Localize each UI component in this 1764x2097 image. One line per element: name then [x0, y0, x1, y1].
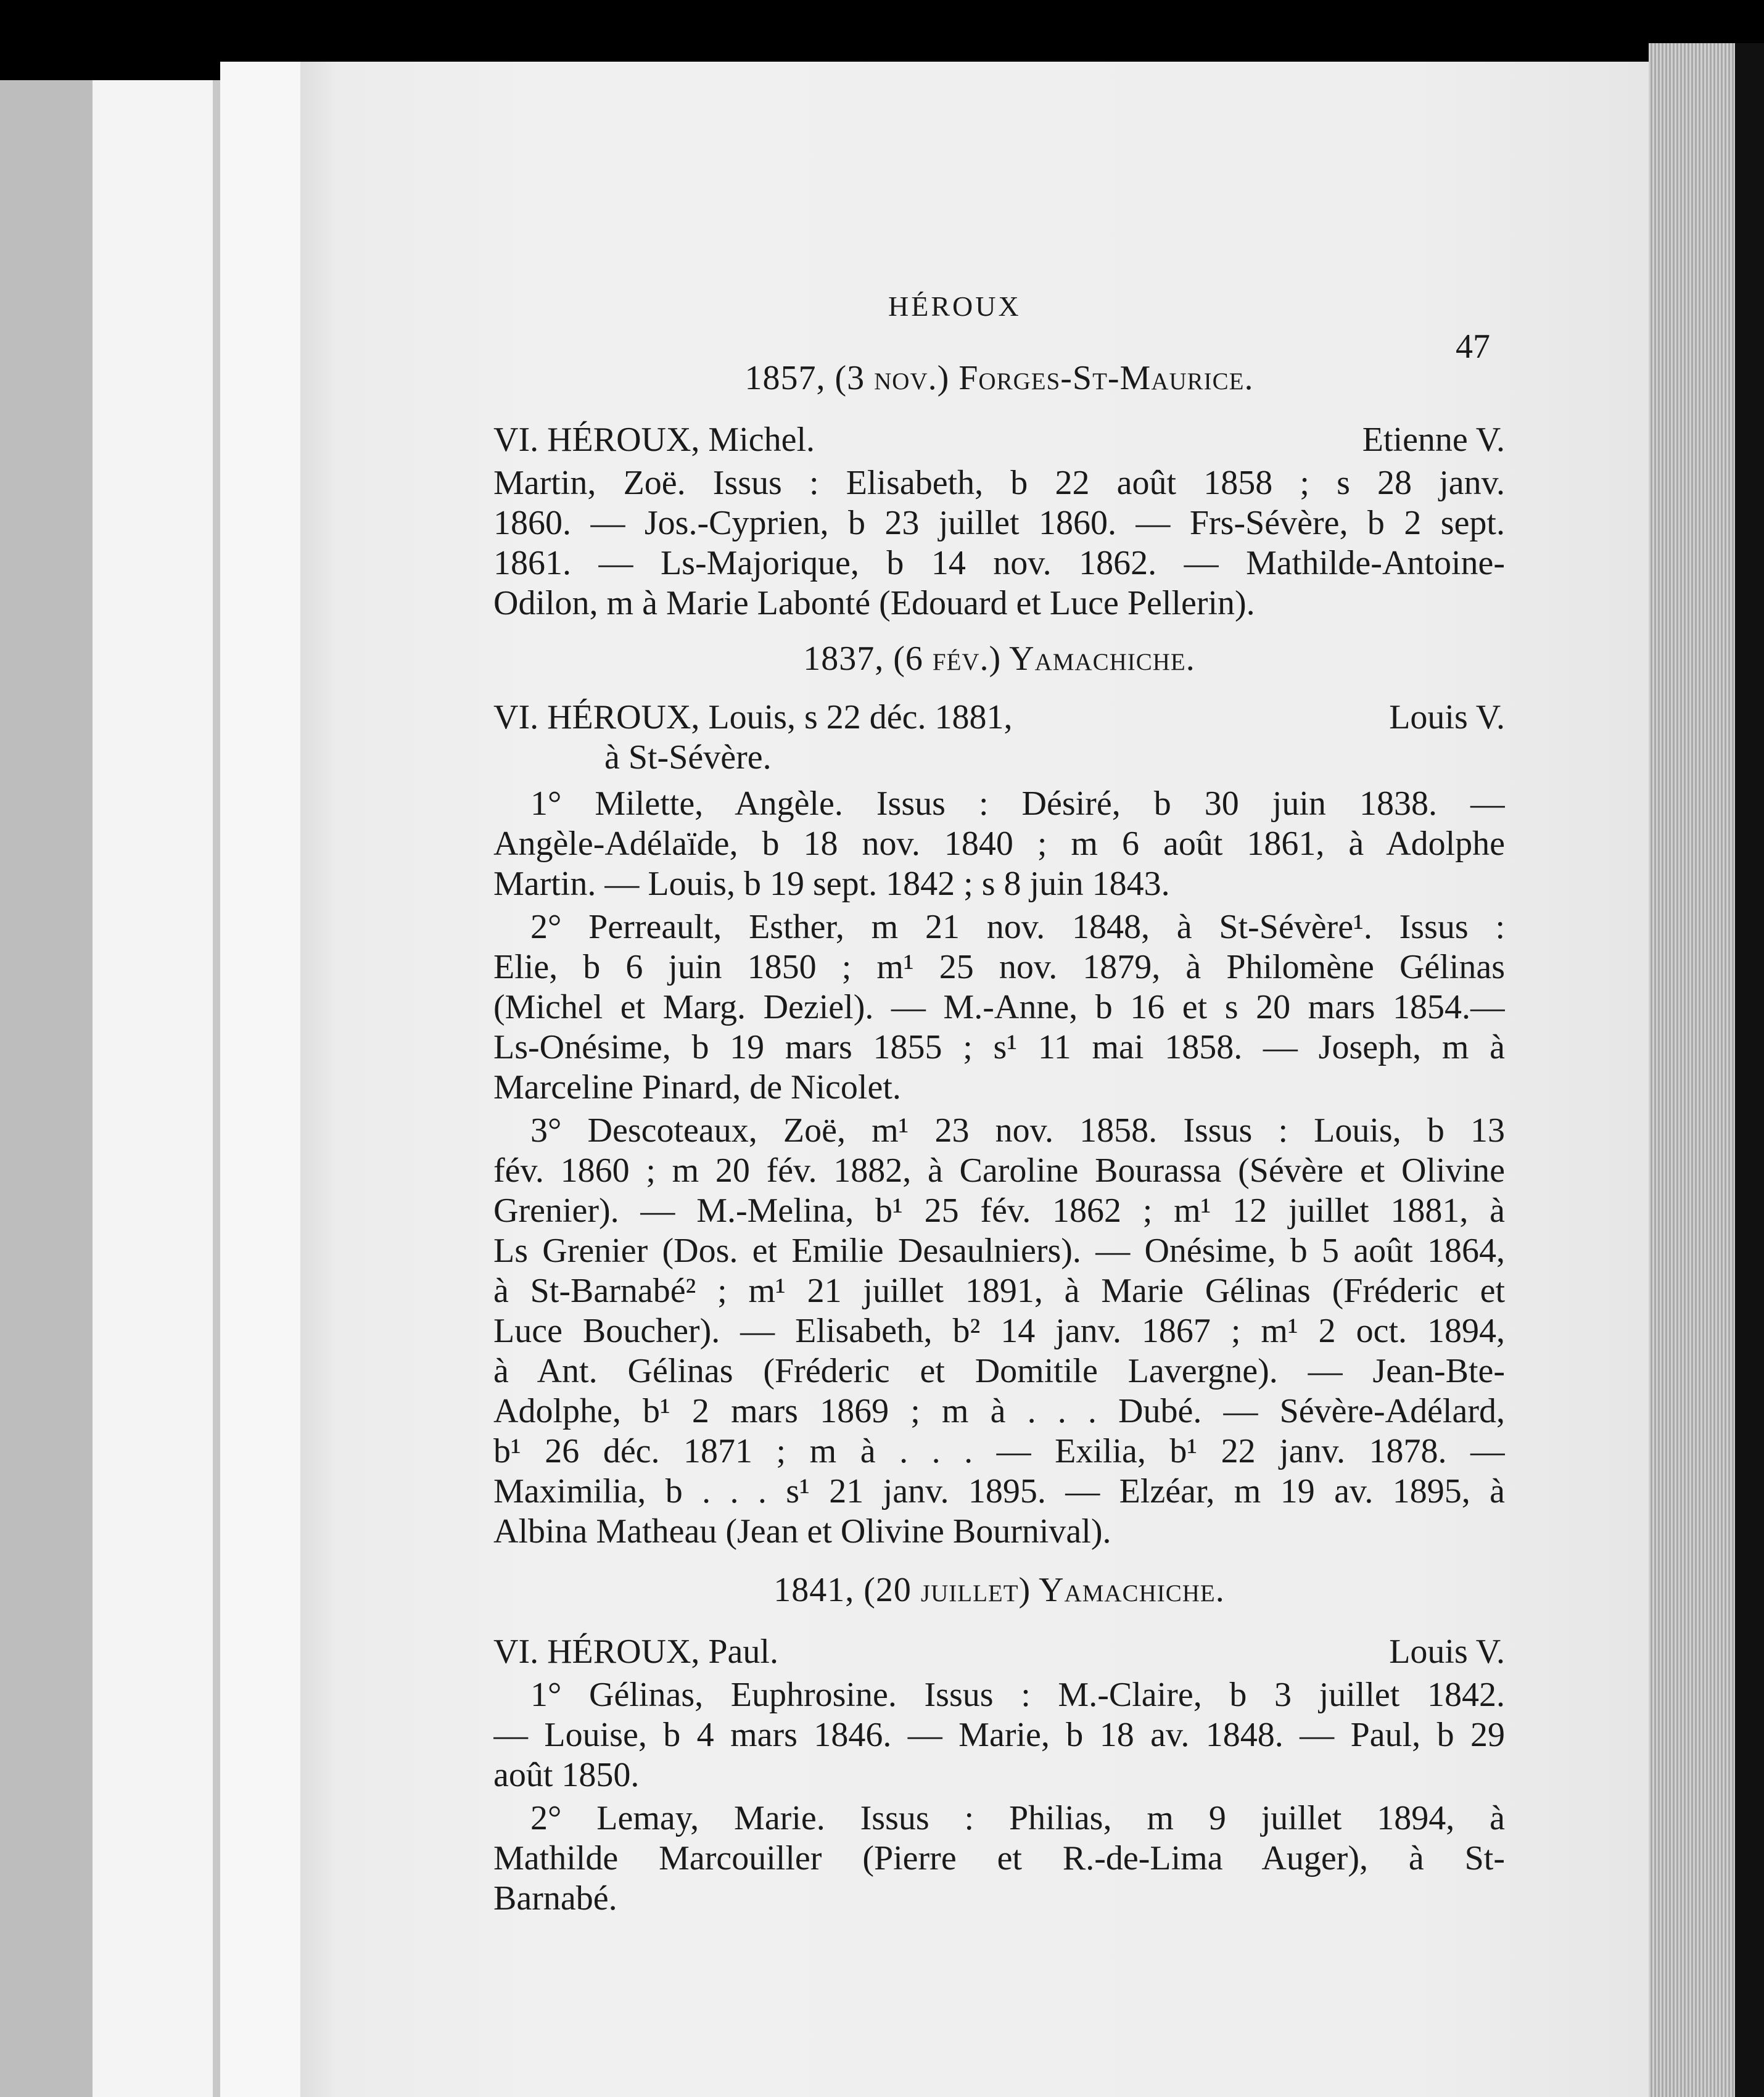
- left-page-margin: [93, 80, 213, 2097]
- page-edge-stack: [1649, 43, 1735, 2097]
- entry-line: 2° Lemay, Marie. Issus : Philias, m 9 juillet 1894, à: [530, 1799, 1505, 1837]
- entry-line: 1° Milette, Angèle. Issus : Désiré, b 30 juin 1838. —: [530, 785, 1505, 823]
- entry-line: Elie, b 6 juin 1850 ; m¹ 25 nov. 1879, à Philomène Gélinas: [493, 948, 1505, 986]
- entry-line: Ls Grenier (Dos. et Emilie Desaulniers). — Onésime, b 5 août 1864,: [493, 1232, 1505, 1270]
- entry-name-line: [493, 419, 1505, 460]
- entry-name-line: [493, 697, 1505, 738]
- gutter-line: [213, 80, 220, 2097]
- entry-parent: Etienne V.: [1362, 421, 1505, 459]
- gutter-margin: [220, 62, 300, 2097]
- entry-line: Luce Boucher). — Elisabeth, b² 14 janv. 1867 ; m¹ 2 oct. 1894,: [493, 1312, 1505, 1350]
- entry-name: VI. HÉROUX, Paul.: [493, 1633, 778, 1671]
- entry-heading: 1841, (20 juillet) Yamachiche.: [773, 1571, 1225, 1609]
- entry-line: Martin, Zoë. Issus : Elisabeth, b 22 août 1858 ; s 28 janv.: [493, 464, 1505, 502]
- entry-line: Adolphe, b¹ 2 mars 1869 ; m à . . . Dubé. — Sévère-Adélard,: [493, 1392, 1505, 1430]
- entry-line: 1860. — Jos.-Cyprien, b 23 juillet 1860. — Frs-Sévère, b 2 sept.: [493, 504, 1505, 542]
- entry-heading: 1837, (6 fév.) Yamachiche.: [803, 640, 1195, 678]
- entry-line: Marceline Pinard, de Nicolet.: [493, 1068, 901, 1106]
- entry-line: Angèle-Adélaïde, b 18 nov. 1840 ; m 6 août 1861, à Adolphe: [493, 825, 1505, 863]
- running-head: HÉROUX: [888, 290, 1021, 322]
- scan-top-border: [0, 0, 1764, 62]
- entry-parent: Louis V.: [1389, 698, 1505, 736]
- entry-name-line: [493, 1631, 1505, 1672]
- entry-line: à St-Barnabé² ; m¹ 21 juillet 1891, à Marie Gélinas (Fréderic et: [493, 1272, 1505, 1310]
- entry-name-continuation: à St-Sévère.: [604, 738, 772, 777]
- entry-line: (Michel et Marg. Deziel). — M.-Anne, b 16 et s 20 mars 1854.—: [493, 988, 1505, 1026]
- entry-line: août 1850.: [493, 1756, 640, 1794]
- entry-name: VI. HÉROUX, Louis, s 22 déc. 1881,: [493, 698, 1013, 736]
- entry-line: Odilon, m à Marie Labonté (Edouard et Luce Pellerin).: [493, 584, 1255, 622]
- entry-line: Barnabé.: [493, 1879, 617, 1918]
- entry-line: Ls-Onésime, b 19 mars 1855 ; s¹ 11 mai 1858. — Joseph, m à: [493, 1028, 1505, 1066]
- scan-right-border: [1735, 43, 1764, 2097]
- entry-line: 2° Perreault, Esther, m 21 nov. 1848, à St-Sévère¹. Issus :: [530, 908, 1505, 946]
- entry-line: 1° Gélinas, Euphrosine. Issus : M.-Claire, b 3 juillet 1842.: [530, 1676, 1505, 1714]
- entry-line: à Ant. Gélinas (Fréderic et Domitile Lavergne). — Jean-Bte-: [493, 1352, 1505, 1390]
- entry-heading: 1857, (3 nov.) Forges-St-Maurice.: [744, 359, 1254, 397]
- entry-line: b¹ 26 déc. 1871 ; m à . . . — Exilia, b¹ 22 janv. 1878. —: [493, 1432, 1505, 1470]
- entry-line: Grenier). — M.-Melina, b¹ 25 fév. 1862 ; m¹ 12 juillet 1881, à: [493, 1192, 1505, 1230]
- entry-line: Maximilia, b . . . s¹ 21 janv. 1895. — Elzéar, m 19 av. 1895, à: [493, 1472, 1505, 1510]
- entry-name: VI. HÉROUX, Michel.: [493, 421, 815, 459]
- entry-line: Martin. — Louis, b 19 sept. 1842 ; s 8 juin 1843.: [493, 865, 1170, 903]
- entry-line: fév. 1860 ; m 20 fév. 1882, à Caroline Bourassa (Sévère et Olivine: [493, 1151, 1505, 1190]
- entry-parent: Louis V.: [1389, 1633, 1505, 1671]
- page-number: 47: [1456, 328, 1490, 366]
- entry-line: 1861. — Ls-Majorique, b 14 nov. 1862. — Mathilde-Antoine-: [493, 544, 1505, 582]
- left-page-shadow: [0, 80, 93, 2097]
- entry-line: Albina Matheau (Jean et Olivine Bournival).: [493, 1512, 1111, 1551]
- entry-line: 3° Descoteaux, Zoë, m¹ 23 nov. 1858. Issus : Louis, b 13: [530, 1111, 1505, 1150]
- entry-line: — Louise, b 4 mars 1846. — Marie, b 18 av. 1848. — Paul, b 29: [493, 1716, 1505, 1754]
- entry-line: Mathilde Marcouiller (Pierre et R.-de-Lima Auger), à St-: [493, 1839, 1505, 1877]
